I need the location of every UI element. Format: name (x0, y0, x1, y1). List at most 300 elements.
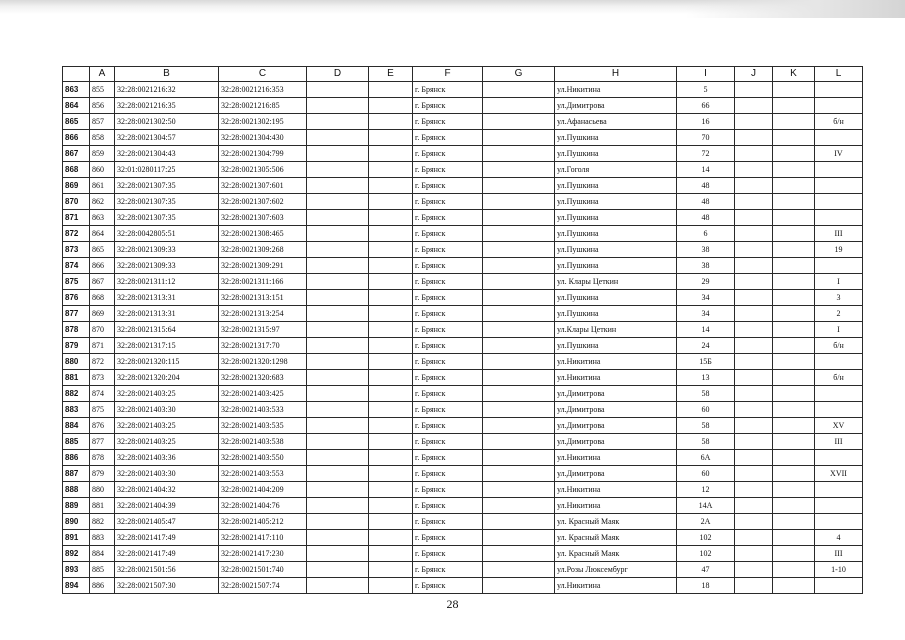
cell-a[interactable]: 882 (90, 514, 115, 530)
cell-k[interactable] (773, 418, 815, 434)
cell-f[interactable]: г. Брянск (413, 242, 483, 258)
cell-i[interactable]: 38 (677, 258, 735, 274)
cell-f[interactable]: г. Брянск (413, 434, 483, 450)
cell-d[interactable] (307, 386, 369, 402)
row-number[interactable]: 869 (63, 178, 90, 194)
cell-e[interactable] (369, 274, 413, 290)
column-header-l[interactable]: L (815, 67, 863, 82)
cell-d[interactable] (307, 306, 369, 322)
cell-e[interactable] (369, 306, 413, 322)
cell-j[interactable] (735, 226, 773, 242)
cell-f[interactable]: г. Брянск (413, 562, 483, 578)
cell-l[interactable] (815, 498, 863, 514)
cell-e[interactable] (369, 434, 413, 450)
cell-j[interactable] (735, 306, 773, 322)
cell-c[interactable]: 32:28:0021307:603 (219, 210, 307, 226)
cell-i[interactable]: 14А (677, 498, 735, 514)
row-number[interactable]: 887 (63, 466, 90, 482)
cell-e[interactable] (369, 546, 413, 562)
cell-j[interactable] (735, 162, 773, 178)
cell-e[interactable] (369, 258, 413, 274)
cell-i[interactable]: 15Б (677, 354, 735, 370)
cell-a[interactable]: 862 (90, 194, 115, 210)
cell-l[interactable]: I (815, 274, 863, 290)
cell-i[interactable]: 102 (677, 546, 735, 562)
cell-l[interactable]: б/н (815, 114, 863, 130)
cell-l[interactable]: б/н (815, 338, 863, 354)
cell-i[interactable]: 38 (677, 242, 735, 258)
row-number[interactable]: 878 (63, 322, 90, 338)
cell-j[interactable] (735, 562, 773, 578)
cell-f[interactable]: г. Брянск (413, 306, 483, 322)
cell-a[interactable]: 860 (90, 162, 115, 178)
cell-b[interactable]: 32:28:0021507:30 (115, 578, 219, 594)
cell-d[interactable] (307, 210, 369, 226)
cell-f[interactable]: г. Брянск (413, 210, 483, 226)
cell-g[interactable] (483, 82, 555, 98)
cell-k[interactable] (773, 434, 815, 450)
cell-e[interactable] (369, 290, 413, 306)
cell-k[interactable] (773, 242, 815, 258)
cell-a[interactable]: 859 (90, 146, 115, 162)
cell-c[interactable]: 32:28:0021313:254 (219, 306, 307, 322)
cell-d[interactable] (307, 162, 369, 178)
cell-c[interactable]: 32:28:0021403:535 (219, 418, 307, 434)
cell-i[interactable]: 58 (677, 386, 735, 402)
cell-l[interactable]: 2 (815, 306, 863, 322)
cell-j[interactable] (735, 434, 773, 450)
cell-d[interactable] (307, 402, 369, 418)
column-header-b[interactable]: B (115, 67, 219, 82)
cell-b[interactable]: 32:28:0021313:31 (115, 306, 219, 322)
cell-k[interactable] (773, 146, 815, 162)
row-number[interactable]: 880 (63, 354, 90, 370)
cell-b[interactable]: 32:28:0042805:51 (115, 226, 219, 242)
cell-e[interactable] (369, 178, 413, 194)
cell-d[interactable] (307, 546, 369, 562)
cell-l[interactable] (815, 450, 863, 466)
cell-i[interactable]: 29 (677, 274, 735, 290)
cell-h[interactable]: ул.Пушкина (555, 178, 677, 194)
cell-e[interactable] (369, 114, 413, 130)
cell-j[interactable] (735, 546, 773, 562)
cell-f[interactable]: г. Брянск (413, 274, 483, 290)
cell-i[interactable]: 14 (677, 322, 735, 338)
cell-c[interactable]: 32:28:0021216:353 (219, 82, 307, 98)
cell-k[interactable] (773, 354, 815, 370)
cell-g[interactable] (483, 274, 555, 290)
cell-k[interactable] (773, 98, 815, 114)
cell-a[interactable]: 872 (90, 354, 115, 370)
cell-i[interactable]: 14 (677, 162, 735, 178)
cell-g[interactable] (483, 498, 555, 514)
cell-d[interactable] (307, 130, 369, 146)
cell-e[interactable] (369, 418, 413, 434)
cell-h[interactable]: ул.Никитина (555, 450, 677, 466)
row-number[interactable]: 872 (63, 226, 90, 242)
cell-g[interactable] (483, 386, 555, 402)
cell-j[interactable] (735, 274, 773, 290)
cell-i[interactable]: 6 (677, 226, 735, 242)
cell-a[interactable]: 867 (90, 274, 115, 290)
cell-l[interactable]: III (815, 226, 863, 242)
cell-e[interactable] (369, 146, 413, 162)
row-number[interactable]: 888 (63, 482, 90, 498)
cell-h[interactable]: ул.Гоголя (555, 162, 677, 178)
cell-f[interactable]: г. Брянск (413, 338, 483, 354)
cell-k[interactable] (773, 82, 815, 98)
cell-h[interactable]: ул.Никитина (555, 498, 677, 514)
cell-b[interactable]: 32:28:0021403:30 (115, 402, 219, 418)
cell-k[interactable] (773, 322, 815, 338)
cell-f[interactable]: г. Брянск (413, 498, 483, 514)
cell-a[interactable]: 868 (90, 290, 115, 306)
cell-c[interactable]: 32:28:0021307:602 (219, 194, 307, 210)
cell-i[interactable]: 58 (677, 434, 735, 450)
cell-j[interactable] (735, 450, 773, 466)
cell-b[interactable]: 32:28:0021403:36 (115, 450, 219, 466)
cell-f[interactable]: г. Брянск (413, 82, 483, 98)
cell-e[interactable] (369, 242, 413, 258)
cell-f[interactable]: г. Брянск (413, 386, 483, 402)
cell-a[interactable]: 863 (90, 210, 115, 226)
cell-b[interactable]: 32:28:0021404:32 (115, 482, 219, 498)
cell-h[interactable]: ул.Димитрова (555, 402, 677, 418)
cell-e[interactable] (369, 402, 413, 418)
column-header-k[interactable]: K (773, 67, 815, 82)
cell-h[interactable]: ул.Пушкина (555, 146, 677, 162)
cell-j[interactable] (735, 498, 773, 514)
cell-b[interactable]: 32:28:0021501:56 (115, 562, 219, 578)
cell-j[interactable] (735, 130, 773, 146)
cell-i[interactable]: 24 (677, 338, 735, 354)
cell-h[interactable]: ул.Пушкина (555, 338, 677, 354)
cell-k[interactable] (773, 562, 815, 578)
cell-l[interactable]: III (815, 434, 863, 450)
row-number[interactable]: 877 (63, 306, 90, 322)
cell-l[interactable]: 3 (815, 290, 863, 306)
cell-f[interactable]: г. Брянск (413, 178, 483, 194)
cell-c[interactable]: 32:28:0021308:465 (219, 226, 307, 242)
cell-a[interactable]: 884 (90, 546, 115, 562)
cell-d[interactable] (307, 354, 369, 370)
cell-a[interactable]: 874 (90, 386, 115, 402)
cell-e[interactable] (369, 482, 413, 498)
cell-c[interactable]: 32:28:0021405:212 (219, 514, 307, 530)
row-number[interactable]: 873 (63, 242, 90, 258)
cell-i[interactable]: 47 (677, 562, 735, 578)
cell-h[interactable]: ул.Никитина (555, 82, 677, 98)
cell-l[interactable]: 4 (815, 530, 863, 546)
cell-f[interactable]: г. Брянск (413, 514, 483, 530)
cell-i[interactable]: 12 (677, 482, 735, 498)
cell-i[interactable]: 48 (677, 178, 735, 194)
cell-a[interactable]: 877 (90, 434, 115, 450)
cell-a[interactable]: 864 (90, 226, 115, 242)
cell-h[interactable]: ул.Никитина (555, 370, 677, 386)
cell-e[interactable] (369, 386, 413, 402)
cell-e[interactable] (369, 498, 413, 514)
cell-g[interactable] (483, 578, 555, 594)
cell-h[interactable]: ул.Розы Люксембург (555, 562, 677, 578)
cell-e[interactable] (369, 578, 413, 594)
row-number[interactable]: 865 (63, 114, 90, 130)
cell-k[interactable] (773, 466, 815, 482)
cell-h[interactable]: ул.Клары Цеткин (555, 322, 677, 338)
cell-l[interactable]: 1-10 (815, 562, 863, 578)
cell-e[interactable] (369, 514, 413, 530)
cell-b[interactable]: 32:01:0280117:25 (115, 162, 219, 178)
column-header-j[interactable]: J (735, 67, 773, 82)
cell-c[interactable]: 32:28:0021403:533 (219, 402, 307, 418)
cell-g[interactable] (483, 242, 555, 258)
cell-k[interactable] (773, 498, 815, 514)
cell-l[interactable] (815, 82, 863, 98)
cell-g[interactable] (483, 402, 555, 418)
cell-d[interactable] (307, 434, 369, 450)
cell-h[interactable]: ул.Пушкина (555, 306, 677, 322)
cell-d[interactable] (307, 258, 369, 274)
cell-e[interactable] (369, 98, 413, 114)
cell-k[interactable] (773, 130, 815, 146)
cell-b[interactable]: 32:28:0021403:30 (115, 466, 219, 482)
cell-g[interactable] (483, 450, 555, 466)
row-number[interactable]: 875 (63, 274, 90, 290)
cell-l[interactable] (815, 194, 863, 210)
cell-b[interactable]: 32:28:0021403:25 (115, 434, 219, 450)
cell-f[interactable]: г. Брянск (413, 482, 483, 498)
cell-c[interactable]: 32:28:0021309:291 (219, 258, 307, 274)
cell-f[interactable]: г. Брянск (413, 466, 483, 482)
cell-d[interactable] (307, 482, 369, 498)
row-number[interactable]: 879 (63, 338, 90, 354)
cell-h[interactable]: ул.Никитина (555, 578, 677, 594)
cell-e[interactable] (369, 562, 413, 578)
cell-l[interactable]: I (815, 322, 863, 338)
cell-a[interactable]: 880 (90, 482, 115, 498)
row-number[interactable]: 893 (63, 562, 90, 578)
cell-a[interactable]: 885 (90, 562, 115, 578)
cell-c[interactable]: 32:28:0021305:506 (219, 162, 307, 178)
cell-b[interactable]: 32:28:0021403:25 (115, 386, 219, 402)
cell-i[interactable]: 13 (677, 370, 735, 386)
cell-d[interactable] (307, 322, 369, 338)
cell-a[interactable]: 883 (90, 530, 115, 546)
cell-b[interactable]: 32:28:0021302:50 (115, 114, 219, 130)
cell-j[interactable] (735, 146, 773, 162)
cell-e[interactable] (369, 194, 413, 210)
cell-c[interactable]: 32:28:0021307:601 (219, 178, 307, 194)
cell-j[interactable] (735, 354, 773, 370)
cell-b[interactable]: 32:28:0021307:35 (115, 194, 219, 210)
cell-g[interactable] (483, 370, 555, 386)
cell-h[interactable]: ул.Пушкина (555, 226, 677, 242)
cell-i[interactable]: 34 (677, 290, 735, 306)
cell-g[interactable] (483, 146, 555, 162)
cell-k[interactable] (773, 514, 815, 530)
cell-c[interactable]: 32:28:0021320:1298 (219, 354, 307, 370)
cell-e[interactable] (369, 82, 413, 98)
cell-g[interactable] (483, 114, 555, 130)
cell-b[interactable]: 32:28:0021307:35 (115, 178, 219, 194)
cell-k[interactable] (773, 114, 815, 130)
cell-d[interactable] (307, 194, 369, 210)
cell-e[interactable] (369, 162, 413, 178)
cell-f[interactable]: г. Брянск (413, 226, 483, 242)
cell-a[interactable]: 858 (90, 130, 115, 146)
column-header-h[interactable]: H (555, 67, 677, 82)
cell-l[interactable]: б/н (815, 370, 863, 386)
cell-f[interactable]: г. Брянск (413, 322, 483, 338)
cell-k[interactable] (773, 370, 815, 386)
cell-j[interactable] (735, 578, 773, 594)
cell-g[interactable] (483, 210, 555, 226)
cell-h[interactable]: ул.Пушкина (555, 242, 677, 258)
cell-c[interactable]: 32:28:0021403:538 (219, 434, 307, 450)
cell-k[interactable] (773, 530, 815, 546)
cell-h[interactable]: ул.Пушкина (555, 130, 677, 146)
cell-i[interactable]: 2А (677, 514, 735, 530)
row-number[interactable]: 886 (63, 450, 90, 466)
cell-k[interactable] (773, 226, 815, 242)
cell-l[interactable] (815, 162, 863, 178)
cell-l[interactable] (815, 482, 863, 498)
cell-l[interactable]: IV (815, 146, 863, 162)
cell-e[interactable] (369, 210, 413, 226)
cell-f[interactable]: г. Брянск (413, 354, 483, 370)
cell-j[interactable] (735, 402, 773, 418)
cell-l[interactable]: III (815, 546, 863, 562)
cell-h[interactable]: ул.Пушкина (555, 290, 677, 306)
cell-b[interactable]: 32:28:0021404:39 (115, 498, 219, 514)
cell-g[interactable] (483, 482, 555, 498)
cell-k[interactable] (773, 194, 815, 210)
cell-g[interactable] (483, 162, 555, 178)
cell-j[interactable] (735, 98, 773, 114)
row-number[interactable]: 885 (63, 434, 90, 450)
cell-d[interactable] (307, 178, 369, 194)
cell-c[interactable]: 32:28:0021309:268 (219, 242, 307, 258)
cell-e[interactable] (369, 354, 413, 370)
cell-b[interactable]: 32:28:0021315:64 (115, 322, 219, 338)
cell-c[interactable]: 32:28:0021417:230 (219, 546, 307, 562)
cell-f[interactable]: г. Брянск (413, 546, 483, 562)
cell-d[interactable] (307, 82, 369, 98)
cell-d[interactable] (307, 418, 369, 434)
cell-b[interactable]: 32:28:0021417:49 (115, 530, 219, 546)
cell-b[interactable]: 32:28:0021304:57 (115, 130, 219, 146)
cell-d[interactable] (307, 578, 369, 594)
cell-a[interactable]: 886 (90, 578, 115, 594)
cell-l[interactable] (815, 578, 863, 594)
row-number[interactable]: 871 (63, 210, 90, 226)
cell-b[interactable]: 32:28:0021317:15 (115, 338, 219, 354)
cell-a[interactable]: 869 (90, 306, 115, 322)
cell-g[interactable] (483, 338, 555, 354)
cell-g[interactable] (483, 306, 555, 322)
cell-c[interactable]: 32:28:0021320:683 (219, 370, 307, 386)
cell-a[interactable]: 870 (90, 322, 115, 338)
cell-c[interactable]: 32:28:0021404:76 (219, 498, 307, 514)
cell-f[interactable]: г. Брянск (413, 402, 483, 418)
cell-f[interactable]: г. Брянск (413, 530, 483, 546)
cell-c[interactable]: 32:28:0021403:550 (219, 450, 307, 466)
cell-j[interactable] (735, 386, 773, 402)
cell-g[interactable] (483, 354, 555, 370)
cell-l[interactable] (815, 514, 863, 530)
column-header-c[interactable]: C (219, 67, 307, 82)
cell-g[interactable] (483, 194, 555, 210)
cell-j[interactable] (735, 258, 773, 274)
cell-g[interactable] (483, 434, 555, 450)
row-number[interactable]: 866 (63, 130, 90, 146)
cell-i[interactable]: 72 (677, 146, 735, 162)
cell-a[interactable]: 876 (90, 418, 115, 434)
cell-i[interactable]: 34 (677, 306, 735, 322)
cell-f[interactable]: г. Брянск (413, 130, 483, 146)
column-header-f[interactable]: F (413, 67, 483, 82)
cell-c[interactable]: 32:28:0021313:151 (219, 290, 307, 306)
cell-g[interactable] (483, 178, 555, 194)
cell-d[interactable] (307, 290, 369, 306)
row-number[interactable]: 868 (63, 162, 90, 178)
cell-k[interactable] (773, 546, 815, 562)
cell-b[interactable]: 32:28:0021216:35 (115, 98, 219, 114)
cell-e[interactable] (369, 130, 413, 146)
cell-l[interactable] (815, 210, 863, 226)
cell-h[interactable]: ул. Клары Цеткин (555, 274, 677, 290)
cell-f[interactable]: г. Брянск (413, 450, 483, 466)
cell-b[interactable]: 32:28:0021309:33 (115, 242, 219, 258)
cell-g[interactable] (483, 514, 555, 530)
cell-a[interactable]: 861 (90, 178, 115, 194)
column-header-a[interactable]: A (90, 67, 115, 82)
cell-d[interactable] (307, 450, 369, 466)
row-number[interactable]: 889 (63, 498, 90, 514)
cell-e[interactable] (369, 450, 413, 466)
cell-c[interactable]: 32:28:0021311:166 (219, 274, 307, 290)
cell-a[interactable]: 879 (90, 466, 115, 482)
row-number[interactable]: 884 (63, 418, 90, 434)
cell-c[interactable]: 32:28:0021417:110 (219, 530, 307, 546)
row-number[interactable]: 882 (63, 386, 90, 402)
cell-j[interactable] (735, 514, 773, 530)
row-number[interactable]: 867 (63, 146, 90, 162)
cell-h[interactable]: ул.Пушкина (555, 194, 677, 210)
cell-f[interactable]: г. Брянск (413, 258, 483, 274)
cell-k[interactable] (773, 258, 815, 274)
cell-c[interactable]: 32:28:0021216:85 (219, 98, 307, 114)
row-number[interactable]: 876 (63, 290, 90, 306)
cell-h[interactable]: ул. Красный Маяк (555, 514, 677, 530)
cell-d[interactable] (307, 98, 369, 114)
cell-k[interactable] (773, 290, 815, 306)
cell-j[interactable] (735, 322, 773, 338)
cell-g[interactable] (483, 258, 555, 274)
cell-g[interactable] (483, 418, 555, 434)
cell-g[interactable] (483, 322, 555, 338)
cell-i[interactable]: 60 (677, 466, 735, 482)
cell-a[interactable]: 856 (90, 98, 115, 114)
cell-j[interactable] (735, 370, 773, 386)
cell-j[interactable] (735, 82, 773, 98)
cell-a[interactable]: 855 (90, 82, 115, 98)
cell-k[interactable] (773, 274, 815, 290)
cell-b[interactable]: 32:28:0021309:33 (115, 258, 219, 274)
cell-i[interactable]: 5 (677, 82, 735, 98)
cell-f[interactable]: г. Брянск (413, 578, 483, 594)
row-number[interactable]: 894 (63, 578, 90, 594)
